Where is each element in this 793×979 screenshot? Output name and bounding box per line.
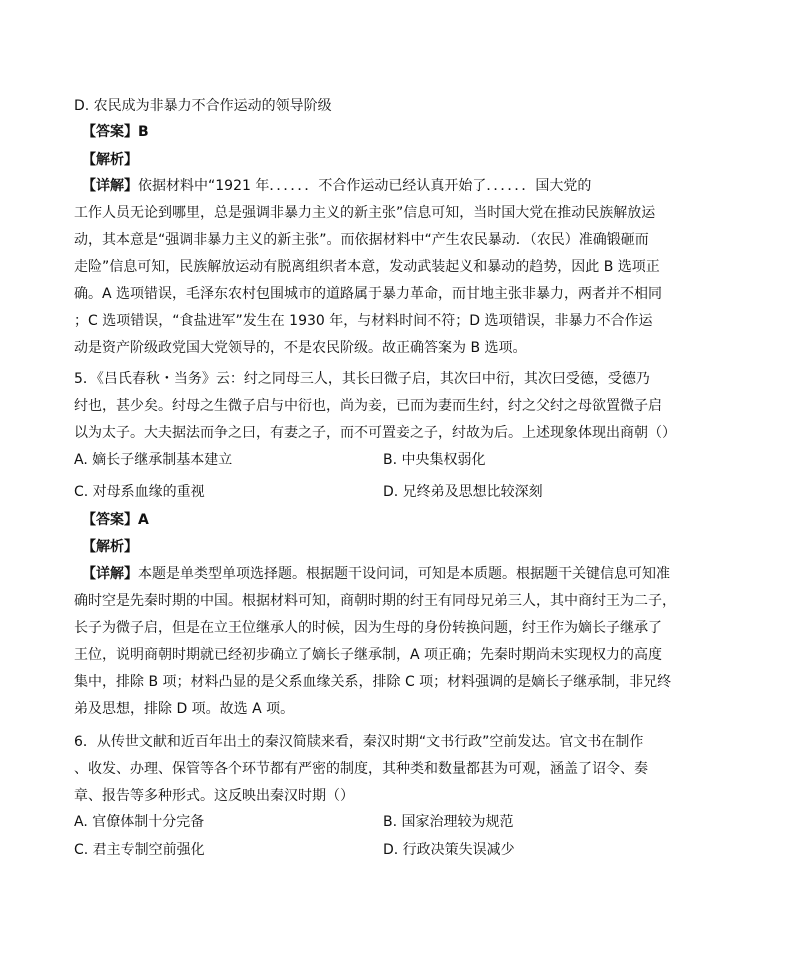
q6-option-a: A. 官僚体制十分完备 bbox=[74, 814, 205, 830]
q5-detail-line-2: 确时空是先秦时期的中国。根据材料可知，商朝时期的纣王有同母兄弟三人，其中商纣王为二子， bbox=[74, 593, 676, 609]
q6-option-c: C. 君主专制空前强化 bbox=[74, 842, 205, 858]
q5-detail-tag: 【详解】 bbox=[82, 566, 138, 582]
q4-detail-line-6: ；C 选项错误，“食盐进军”发生在 1930 年，与材料时间不符；D 选项错误，非暴力不合作运 bbox=[74, 313, 653, 329]
q5-stem-line-3: 以为太子。大夫据法而争之曰，有妻之子，而不可置妾之子，纣故为后。上述现象体现出商朝（） bbox=[74, 425, 676, 441]
q5-option-c: C. 对母系血缘的重视 bbox=[74, 484, 205, 500]
q5-detail-line-1: 【详解】本题是单类型单项选择题。根据题干设问词，可知是本质题。根据题干关键信息可知准 bbox=[82, 566, 670, 582]
q5-detail-line-4: 王位，说明商朝时期就已经初步确立了嫡长子继承制，A 项正确；先秦时期尚未实现权力的高度 bbox=[74, 647, 663, 663]
q5-detail-line-5: 集中，排除 B 项；材料凸显的是父系血缘关系，排除 C 项；材料强调的是嫡长子继承制，非兄终 bbox=[74, 674, 672, 690]
q6-option-b: B. 国家治理较为规范 bbox=[383, 814, 514, 830]
q4-option-d: D. 农民成为非暴力不合作运动的领导阶级 bbox=[74, 98, 332, 114]
q5-analysis-tag: 【解析】 bbox=[82, 539, 138, 555]
q4-detail-line-4: 走险”信息可知，民族解放运动有脱离组织者本意，发动武装起义和暴动的趋势，因此 B 选项正 bbox=[74, 259, 660, 275]
q6-stem bbox=[74, 729, 724, 810]
q5-detail-line-6: 弟及思想，排除 D 项。故选 A 项。 bbox=[74, 701, 295, 717]
q4-answer-value: B bbox=[138, 124, 149, 140]
q5-option-b: B. 中央集权弱化 bbox=[383, 452, 486, 468]
q4-detail-line-5: 确。A 选项错误，毛泽东农村包围城市的道路属于暴力革命，而甘地主张非暴力，两者并不相同 bbox=[74, 286, 663, 302]
q5-option-d: D. 兄终弟及思想比较深刻 bbox=[383, 484, 543, 500]
q5-answer-row bbox=[82, 510, 149, 530]
q4-detail-line-1: 【详解】依据材料中“1921 年．．．．．．不合作运动已经认真开始了．．．．．．国大党的 bbox=[82, 178, 592, 194]
q6-stem-line-2: 、收发、办理、保管等各个环节都有严密的制度，其种类和数量都甚为可观，涵盖了诏令、奏 bbox=[74, 761, 648, 777]
q4-answer-tag: 【答案】 bbox=[82, 124, 138, 140]
q4-detail-tag: 【详解】 bbox=[82, 178, 138, 194]
q4-analysis-tag: 【解析】 bbox=[82, 152, 138, 168]
q6-option-d: D. 行政决策失误减少 bbox=[383, 842, 515, 858]
q5-answer-tag: 【答案】 bbox=[82, 512, 138, 528]
q5-answer-value: A bbox=[138, 512, 149, 528]
q6-stem-line-3: 章、报告等多种形式。这反映出秦汉时期（） bbox=[74, 788, 354, 804]
q4-detail-line-3: 动，其本意是“强调非暴力主义的新主张”。而依据材料中“产生农民暴动．（农民）准确锻砸而 bbox=[74, 232, 649, 248]
q5-detail-paragraph bbox=[74, 561, 724, 723]
q5-stem bbox=[74, 366, 724, 447]
q4-answer-row bbox=[82, 122, 149, 142]
q5-stem-line-1: 5．《吕氏春秋・当务》云：纣之同母三人，其长曰微子启，其次曰中衍，其次曰受德，受德乃 bbox=[74, 371, 650, 387]
q5-option-a: A. 嫡长子继承制基本建立 bbox=[74, 452, 233, 468]
q4-detail-line-7: 动是资产阶级政党国大党领导的，不是农民阶级。故正确答案为 B 选项。 bbox=[74, 340, 527, 356]
q5-detail-line-3: 长子为微子启，但是在立王位继承人的时候，因为生母的身份转换问题，纣王作为嫡长子继承了 bbox=[74, 620, 662, 636]
q6-stem-line-1: 6．从传世文献和近百年出土的秦汉简牍来看，秦汉时期“文书行政”空前发达。官文书在制作 bbox=[74, 734, 644, 750]
q4-detail-line-2: 工作人员无论到哪里，总是强调非暴力主义的新主张”信息可知，当时国大党在推动民族解放运 bbox=[74, 205, 656, 221]
q5-stem-line-2: 纣也，甚少矣。纣母之生微子启与中衍也，尚为妾，已而为妻而生纣，纣之父纣之母欲置微子启 bbox=[74, 398, 662, 414]
q4-detail-paragraph bbox=[74, 173, 724, 362]
